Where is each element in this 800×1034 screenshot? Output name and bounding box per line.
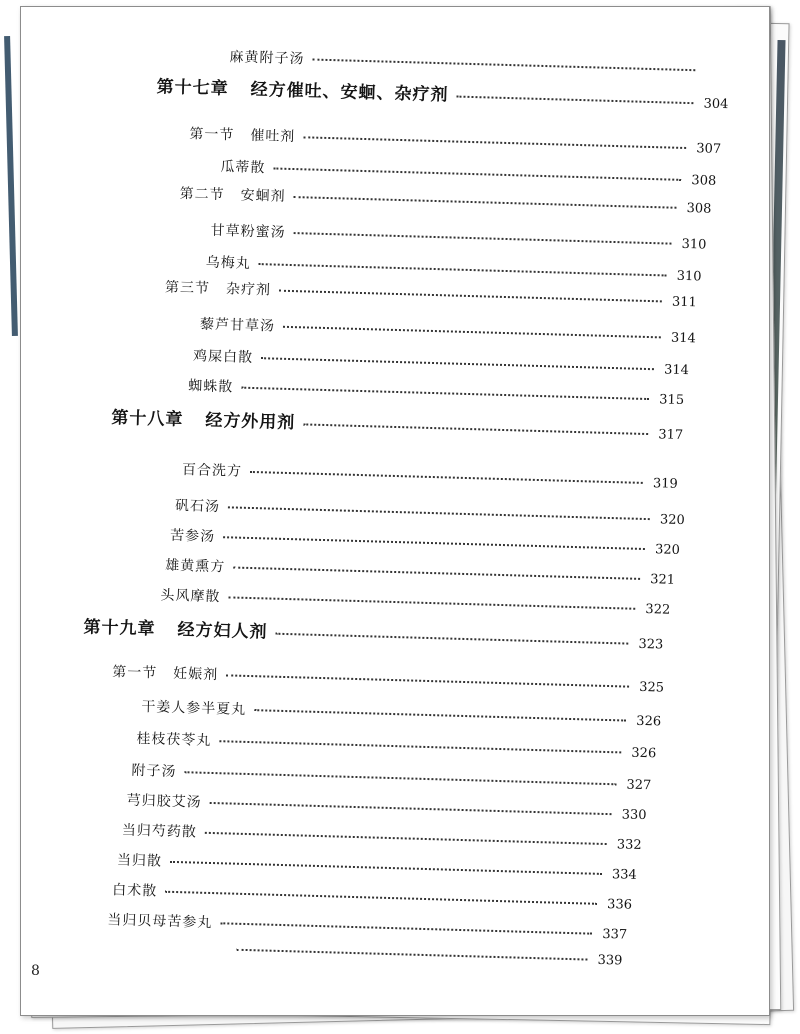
dot-leader — [170, 861, 602, 875]
section-page: 325 — [639, 679, 665, 696]
section-page: 311 — [671, 294, 698, 311]
page-number: 8 — [31, 963, 40, 979]
dot-leader — [312, 59, 695, 72]
dot-leader — [259, 263, 667, 276]
dot-leader — [283, 326, 661, 339]
dot-leader — [273, 167, 681, 180]
chapter-title: 经方妇人剂 — [177, 619, 268, 643]
dot-leader — [219, 740, 621, 753]
entry-title: 桂枝茯苓丸 — [136, 730, 212, 749]
toc-entry — [131, 760, 651, 795]
toc-section — [189, 123, 721, 158]
book-spine-edge — [4, 36, 18, 336]
section-title: 催吐剂 — [250, 127, 296, 146]
toc-entry — [210, 220, 706, 254]
entry-page: 314 — [670, 330, 697, 347]
toc-entry — [220, 156, 716, 190]
toc-entry — [175, 495, 685, 529]
chapter-number: 第十八章 — [111, 408, 184, 431]
toc-entry — [165, 555, 675, 589]
entry-title: 干姜人参半夏丸 — [141, 698, 247, 718]
entry-title: 百合洗方 — [181, 462, 243, 480]
entry-title: 芎归胶艾汤 — [126, 792, 202, 811]
dot-leader — [223, 536, 645, 550]
dot-leader — [261, 357, 654, 370]
toc-entry — [200, 313, 696, 347]
toc-entry — [112, 879, 632, 914]
dot-leader — [205, 832, 607, 845]
section-number: 第三节 — [164, 279, 211, 297]
entry-page: 330 — [621, 807, 647, 824]
dot-leader — [294, 196, 677, 209]
toc-entry — [170, 525, 680, 559]
dot-leader — [228, 506, 650, 520]
section-number: 第一节 — [112, 664, 158, 682]
entry-page: 315 — [659, 392, 685, 409]
entry-title: 乌梅丸 — [205, 254, 251, 272]
entry-page: 320 — [654, 542, 681, 558]
dot-leader — [254, 709, 626, 721]
section-number: 第一节 — [189, 126, 235, 144]
toc-entry — [122, 820, 642, 855]
chapter-number: 第十七章 — [156, 77, 229, 100]
dot-leader — [165, 891, 597, 905]
dot-leader — [184, 771, 616, 785]
chapter-number: 第十九章 — [83, 617, 156, 640]
dot-leader — [303, 423, 648, 435]
entry-page: 320 — [659, 512, 685, 529]
section-title: 妊娠剂 — [173, 665, 219, 684]
dot-leader — [294, 232, 672, 245]
entry-page: 332 — [616, 837, 642, 854]
chapter-page: 323 — [638, 636, 664, 653]
toc-chapter — [111, 403, 683, 444]
dot-leader — [250, 471, 643, 484]
entry-page: 339 — [597, 952, 623, 969]
section-page: 307 — [696, 141, 722, 157]
entry-title: 藜芦甘草汤 — [199, 316, 276, 335]
toc-chapter — [156, 72, 728, 113]
section-title: 安蛔剂 — [240, 187, 286, 205]
toc-entry — [228, 943, 622, 969]
toc-entry — [107, 909, 627, 944]
toc-entry — [117, 849, 637, 884]
entry-page: 321 — [650, 572, 676, 588]
entry-title: 雄黄熏方 — [165, 557, 226, 576]
entry-page: 308 — [691, 173, 717, 189]
entry-page: 336 — [606, 897, 633, 913]
entry-title: 麻黄附子汤 — [229, 49, 305, 68]
entry-title: 矾石汤 — [174, 497, 221, 516]
entry-page: 327 — [626, 777, 652, 794]
dot-leader — [233, 567, 640, 580]
toc-page — [20, 6, 770, 1016]
section-number: 第二节 — [179, 185, 225, 204]
section-title: 杂疗剂 — [225, 281, 272, 299]
entry-page: 310 — [676, 268, 702, 285]
entry-page: 326 — [636, 713, 662, 730]
toc-entry — [182, 459, 678, 493]
entry-page: 326 — [631, 745, 657, 762]
entry-title: 头风摩散 — [160, 587, 221, 606]
entry-title: 苦参汤 — [169, 527, 216, 545]
dot-leader — [228, 596, 635, 609]
toc-section — [179, 183, 711, 218]
chapter-page: 304 — [703, 96, 729, 113]
entry-page: 334 — [611, 867, 638, 883]
dot-leader — [303, 136, 686, 149]
dot-leader — [456, 96, 693, 105]
entry-title: 当归散 — [116, 852, 163, 870]
entry-title: 甘草粉蜜汤 — [210, 222, 286, 241]
entry-title: 当归芍药散 — [121, 822, 198, 841]
dot-leader — [220, 922, 592, 934]
dot-leader — [226, 674, 629, 687]
toc-chapter — [83, 612, 663, 653]
entry-page: 319 — [652, 476, 678, 492]
toc-section — [112, 661, 664, 696]
section-page: 308 — [686, 201, 712, 217]
toc-entry — [136, 728, 656, 763]
entry-title: 鸡屎白散 — [192, 348, 254, 366]
entry-title: 附子汤 — [131, 762, 177, 780]
dot-leader — [210, 802, 612, 815]
chapter-title: 经方催吐、安蛔、杂疗剂 — [250, 79, 449, 106]
toc-entry — [193, 345, 689, 379]
table-of-contents — [20, 6, 770, 1016]
dot-leader — [275, 633, 628, 645]
entry-title: 蜘蛛散 — [188, 378, 234, 396]
entry-title: 白术散 — [111, 882, 158, 900]
toc-entry — [126, 790, 646, 825]
entry-title: 瓜蒂散 — [220, 158, 266, 177]
entry-title: 当归贝母苦参丸 — [107, 912, 213, 932]
toc-entry — [229, 46, 705, 79]
entry-page: 310 — [681, 236, 707, 253]
toc-entry — [141, 696, 661, 731]
chapter-page: 317 — [658, 427, 684, 444]
entry-page: 337 — [602, 926, 628, 943]
entry-page: 322 — [645, 602, 671, 618]
dot-leader — [241, 387, 649, 400]
toc-entry — [160, 584, 670, 618]
toc-entry — [188, 375, 684, 409]
dot-leader — [279, 290, 662, 303]
chapter-title: 经方外用剂 — [205, 410, 296, 434]
dot-leader — [237, 949, 588, 961]
entry-page: 314 — [663, 362, 690, 379]
